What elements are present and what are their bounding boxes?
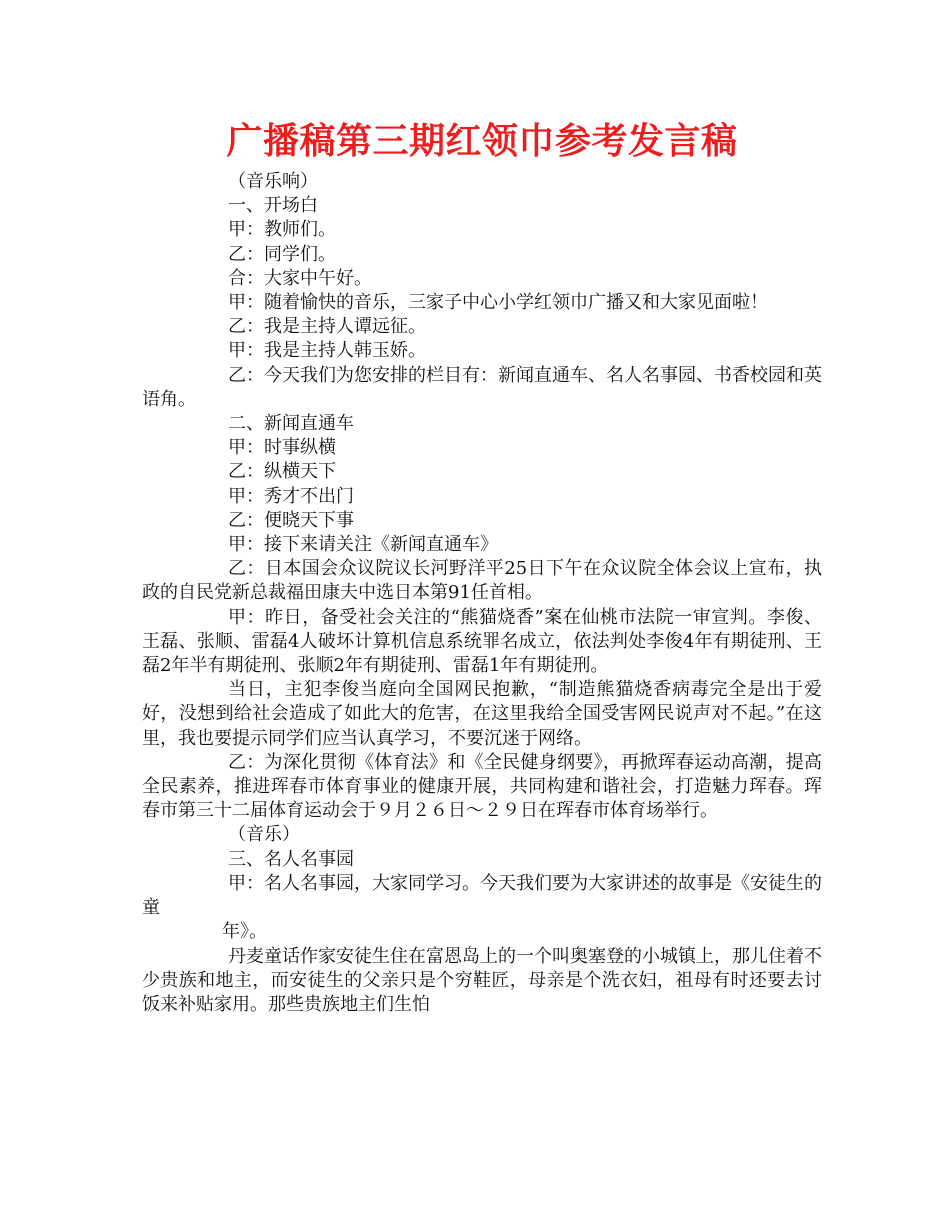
document-title: 广播稿第三期红领巾参考发言稿	[226, 121, 738, 162]
paragraph: 乙：便晓天下事	[228, 509, 354, 531]
paragraph: 乙：为深化贯彻《体育法》和《全民健身纲要》，再掀珲春运动高潮，提高全民素养，推进珲春市体育事业的健康开展，共同构建和谐社会，打造魅力珲春。珲春市第三十二届体育运动会于９月２６日～２９日在珲春市体育场举行。	[142, 751, 822, 822]
paragraph: 丹麦童话作家安徒生住在富恩岛上的一个叫奥塞登的小城镇上，那儿住着不少贵族和地主，而安徒生的父亲只是个穷鞋匠，母亲是个洗衣妇，祖母有时还要去讨饭来补贴家用。那些贵族地主们生怕	[142, 945, 822, 1015]
paragraph: 甲：随着愉快的音乐，三家子中心小学红领巾广播又和大家见面啦！	[228, 292, 768, 314]
paragraph: 甲：我是主持人韩玉娇。	[228, 340, 426, 362]
paragraph: 甲：接下来请关注《新闻直通车》	[228, 534, 498, 556]
paragraph: 甲：昨日，备受社会关注的“熊猫烧香”案在仙桃市法院一审宣判。李俊、王磊、张顺、雷磊4人破坏计算机信息系统罪名成立，依法判处李俊4年有期徒刑、王磊2年半有期徒刑、张顺2年有期徒刑、雷磊1年有期徒刑。	[142, 606, 822, 677]
paragraph: 甲：秀才不出门	[228, 485, 354, 507]
paragraph: 乙：日本国会众议院议长河野洋平25日下午在众议院全体会议上宣布，执政的自民党新总裁福田康夫中选日本第91任首相。	[142, 558, 822, 604]
section-heading-opening: 一、开场白	[228, 195, 318, 217]
paragraph: 乙：我是主持人谭远征。	[228, 316, 426, 338]
section-heading-famous: 三、名人名事园	[228, 848, 354, 870]
paragraph: 乙：纵横天下	[228, 461, 336, 483]
paragraph-music: （音乐）	[228, 824, 300, 846]
paragraph: 甲：教师们。	[228, 219, 336, 241]
document-page	[142, 118, 822, 1017]
paragraph: 年》。	[222, 921, 267, 943]
paragraph: 甲：时事纵横	[228, 437, 336, 459]
paragraph: 乙：今天我们为您安排的栏目有：新闻直通车、名人名事园、书香校园和英语角。	[142, 364, 822, 410]
paragraph: 乙：同学们。	[228, 243, 336, 265]
paragraph: 当日，主犯李俊当庭向全国网民抱歉，“制造熊猫烧香病毒完全是出于爱好，没想到给社会造成了如此大的危害，在这里我给全国受害网民说声对不起。”在这里，我也要提示同学们应当认真学习，不要沉迷于网络。	[142, 679, 822, 749]
paragraph: 合：大家中午好。	[228, 267, 372, 289]
paragraph-music-start: （音乐响）	[228, 171, 318, 192]
section-heading-news: 二、新闻直通车	[228, 413, 354, 435]
paragraph: 甲：名人名事园，大家同学习。今天我们要为大家讲述的故事是《安徒生的童	[142, 872, 822, 919]
